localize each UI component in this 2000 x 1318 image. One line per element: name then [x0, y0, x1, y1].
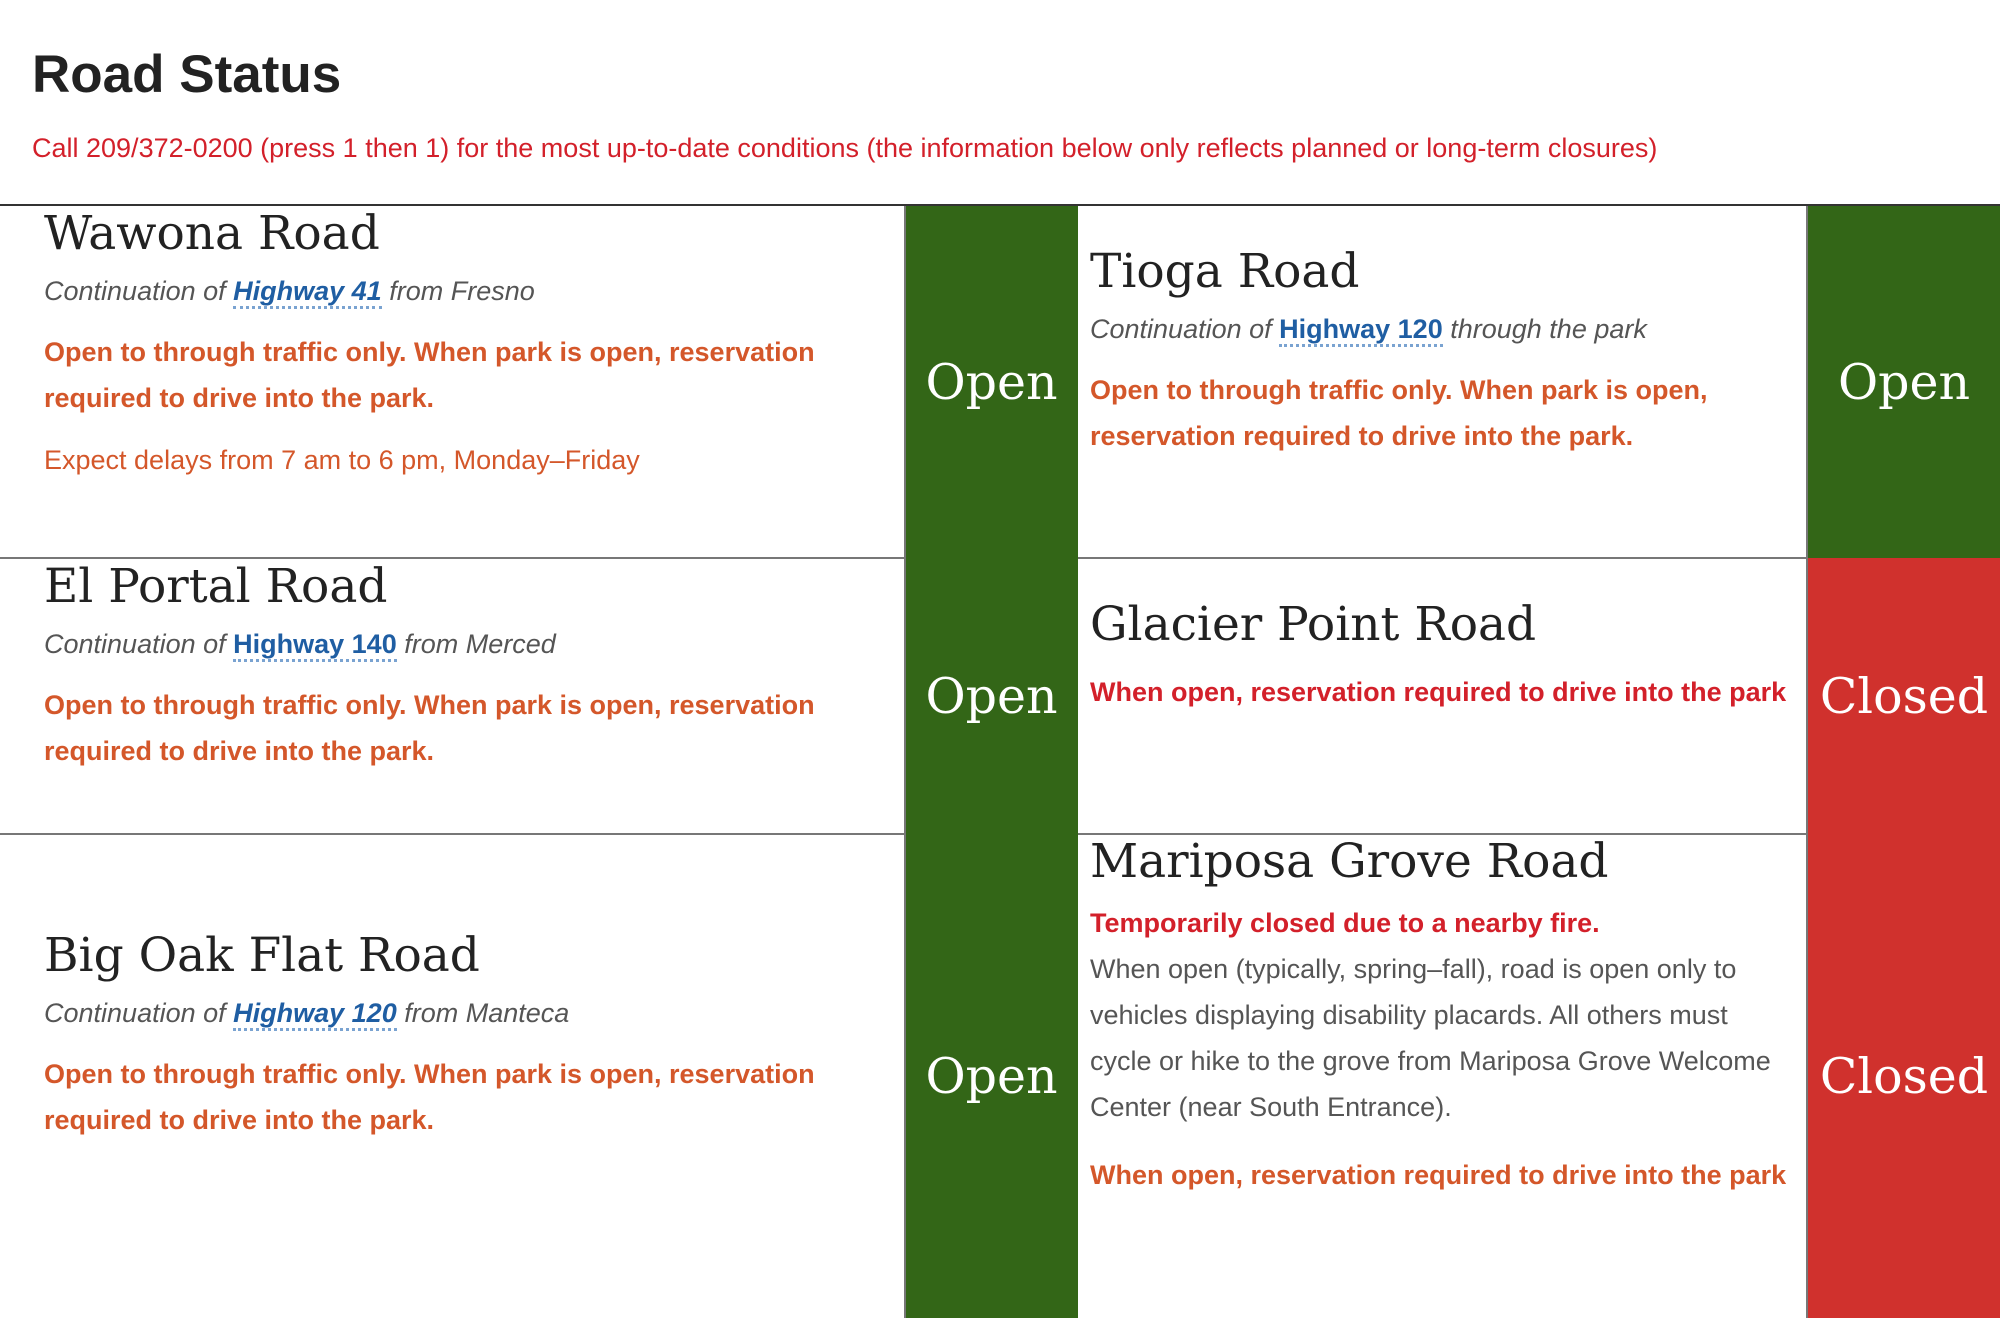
- sub-prefix: Continuation of: [44, 998, 234, 1029]
- highway-41-link[interactable]: Highway 41: [233, 276, 382, 309]
- highway-140-link[interactable]: Highway 140: [233, 629, 397, 662]
- road-row-glacier-point: [1090, 597, 1790, 831]
- status-badge-tioga: Open: [1808, 206, 2000, 558]
- road-row-big-oak-flat: [44, 928, 864, 1308]
- sub-suffix: through the park: [1442, 314, 1647, 345]
- road-name-el-portal: El Portal Road: [44, 559, 388, 614]
- road-note-tioga: Open to through traffic only. When park is open, reservation required to drive into the park.: [1090, 375, 1708, 452]
- sub-suffix: from Fresno: [381, 276, 535, 307]
- call-conditions-note: Call 209/372-0200 (press 1 then 1) for the most up-to-date conditions (the information below only reflects planned or long-term closures): [32, 133, 1658, 163]
- sub-prefix: Continuation of: [1090, 314, 1280, 345]
- road-row-el-portal: [44, 559, 864, 831]
- road-note-wawona: Open to through traffic only. When park is open, reservation required to drive into the park.: [44, 337, 815, 414]
- road-name-big-oak-flat: Big Oak Flat Road: [44, 928, 480, 983]
- road-row-tioga: [1090, 244, 1790, 556]
- sub-suffix: from Manteca: [396, 998, 570, 1029]
- sub-prefix: Continuation of: [44, 276, 234, 307]
- road-name-tioga: Tioga Road: [1090, 244, 1360, 299]
- mariposa-grove-description: When open (typically, spring–fall), road is open only to vehicles displaying disability placards. All others must cycle or hike to the grove from Mariposa Grove Welcome Center (near South Entrance).: [1090, 954, 1771, 1123]
- road-sub-wawona: [44, 276, 864, 307]
- status-badge-el-portal: Open: [905, 558, 1078, 834]
- road-note-glacier-point: When open, reservation required to drive into the park: [1090, 677, 1787, 708]
- highway-120-link[interactable]: Highway 120: [1279, 314, 1443, 347]
- road-note-big-oak-flat: Open to through traffic only. When park is open, reservation required to drive into the park.: [44, 1059, 815, 1136]
- road-sub-el-portal: [44, 629, 864, 660]
- road-row-mariposa-grove: [1090, 834, 1790, 1318]
- sub-prefix: Continuation of: [44, 629, 234, 660]
- road-status-table: [0, 204, 2000, 1318]
- road-note-el-portal: Open to through traffic only. When park is open, reservation required to drive into the park.: [44, 690, 815, 767]
- row-divider: [0, 833, 905, 835]
- row-divider: [1078, 557, 1808, 559]
- road-note-mariposa-grove: When open, reservation required to drive into the park: [1090, 1160, 1787, 1191]
- page-title: Road Status: [32, 45, 342, 104]
- road-name-wawona: Wawona Road: [44, 206, 380, 261]
- status-badge-big-oak-flat: Open: [905, 834, 1078, 1318]
- status-badge-wawona: Open: [905, 206, 1078, 558]
- road-name-mariposa-grove: Mariposa Grove Road: [1090, 834, 1609, 889]
- sub-suffix: from Merced: [396, 629, 556, 660]
- road-row-wawona: [44, 206, 864, 556]
- status-badge-mariposa-grove: Closed: [1808, 834, 2000, 1318]
- road-sub-tioga: [1090, 314, 1790, 345]
- highway-120-link[interactable]: Highway 120: [233, 998, 397, 1031]
- status-badge-glacier-point: Closed: [1808, 558, 2000, 834]
- column-divider: [1806, 206, 1808, 1318]
- delay-note-wawona: Expect delays from 7 am to 6 pm, Monday–Friday: [44, 445, 640, 476]
- road-sub-big-oak-flat: [44, 998, 864, 1029]
- fire-closure-alert: Temporarily closed due to a nearby fire.: [1090, 908, 1600, 939]
- road-name-glacier-point: Glacier Point Road: [1090, 597, 1537, 652]
- column-divider: [904, 206, 906, 1318]
